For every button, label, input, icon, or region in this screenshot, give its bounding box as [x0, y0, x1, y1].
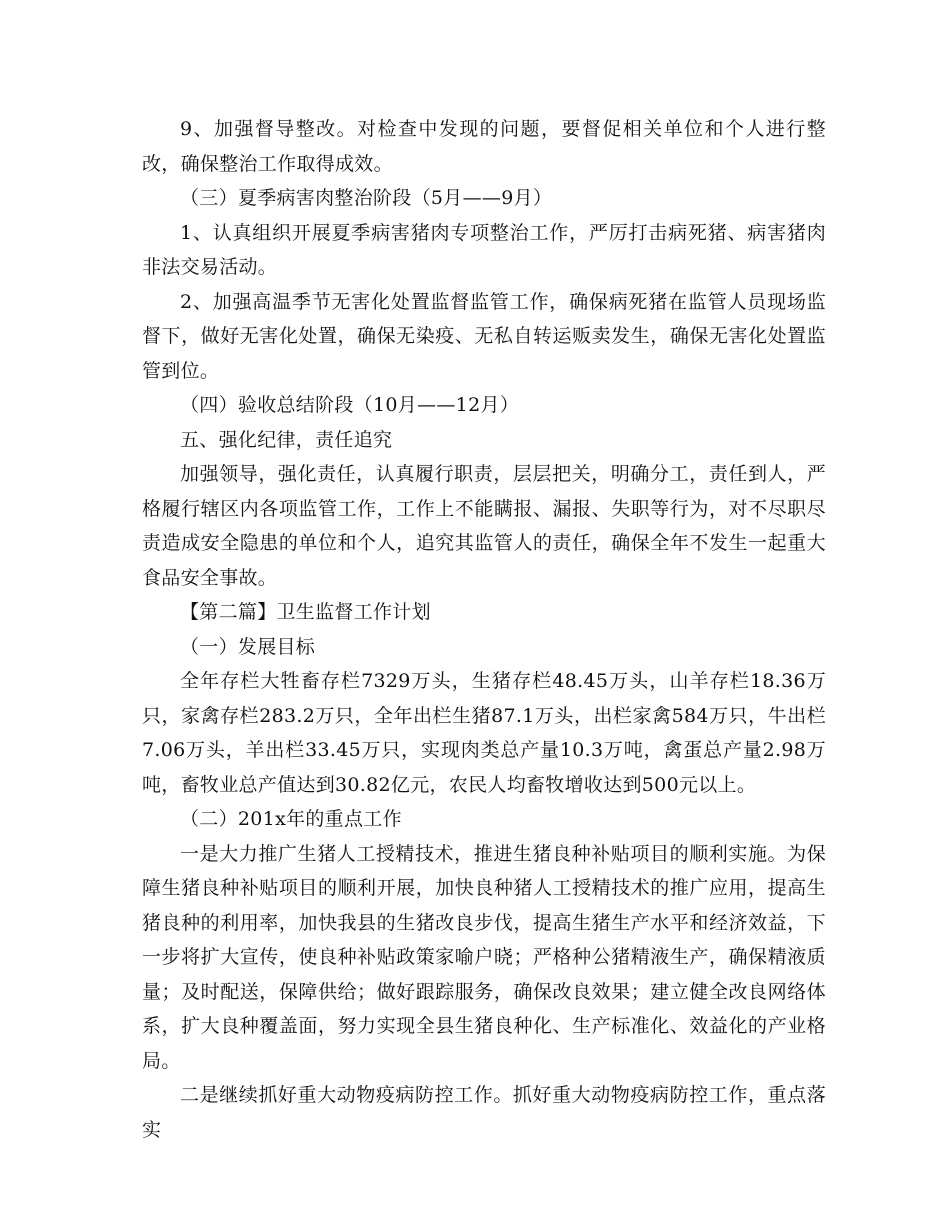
- paragraph-rectification: 9、加强督导整改。对检查中发现的问题，要督促相关单位和个人进行整改，确保整治工作取得成效。: [142, 118, 826, 175]
- paragraph-summer-item-1: 1、认真组织开展夏季病害猪肉专项整治工作，严厉打击病死猪、病害猪肉非法交易活动。: [142, 221, 826, 278]
- paragraph-disease-control: 二是继续抓好重大动物疫病防控工作。抓好重大动物疫病防控工作，重点落实: [142, 1084, 826, 1141]
- paragraph-artificial-insemination: 一是大力推广生猪人工授精技术，推进生猪良种补贴项目的顺利实施。为保障生猪良种补贴项目的顺利开展，加快良种猪人工授精技术的推广应用，提高生猪良种的利用率，加快我县的生猪改良步伐，提高生猪生产水平和经济效益，下一步将扩大宣传，使良种补贴政策家喻户晓；严格种公猪精液生产，确保精液质量；及时配送，保障供给；做好跟踪服务，确保改良效果；建立健全改良网络体系，扩大良种覆盖面，努力实现全县生猪良种化、生产标准化、效益化的产业格局。: [142, 842, 826, 1072]
- paragraph-summer-item-2: 2、加强高温季节无害化处置监督监管工作，确保病死猪在监管人员现场监督下，做好无害化处置，确保无染疫、无私自转运贩卖发生，确保无害化处置监管到位。: [142, 290, 826, 382]
- heading-acceptance-stage: （四）验收总结阶段（10月——12月）: [180, 394, 520, 416]
- heading-second-article: 【第二篇】卫生监督工作计划: [180, 601, 431, 623]
- paragraph-livestock-targets: 全年存栏大牲畜存栏7329万头，生猪存栏48.45万头，山羊存栏18.36万只，家禽存栏283.2万只，全年出栏生猪87.1万头，出栏家禽584万只，牛出栏7.06万头，羊出栏33.45万只，实现肉类总产量10.3万吨，禽蛋总产量2.98万吨，畜牧业总产值达到30.82亿元，农民人均畜牧增收达到500元以上。: [142, 670, 826, 796]
- paragraph-discipline: 加强领导，强化责任，认真履行职责，层层把关，明确分工，责任到人，严格履行辖区内各项监管工作，工作上不能瞒报、漏报、失职等行为，对不尽职尽责造成安全隐患的单位和个人，追究其监管人的责任，确保全年不发生一起重大食品安全事故。: [142, 463, 826, 589]
- heading-discipline: 五、强化纪律，责任追究: [180, 428, 393, 451]
- document-body: [142, 112, 826, 1147]
- heading-key-work: （二）201x年的重点工作: [180, 808, 402, 830]
- heading-summer-stage: （三）夏季病害肉整治阶段（5月——9月）: [180, 187, 553, 209]
- heading-development-goals: （一）发展目标: [180, 635, 316, 658]
